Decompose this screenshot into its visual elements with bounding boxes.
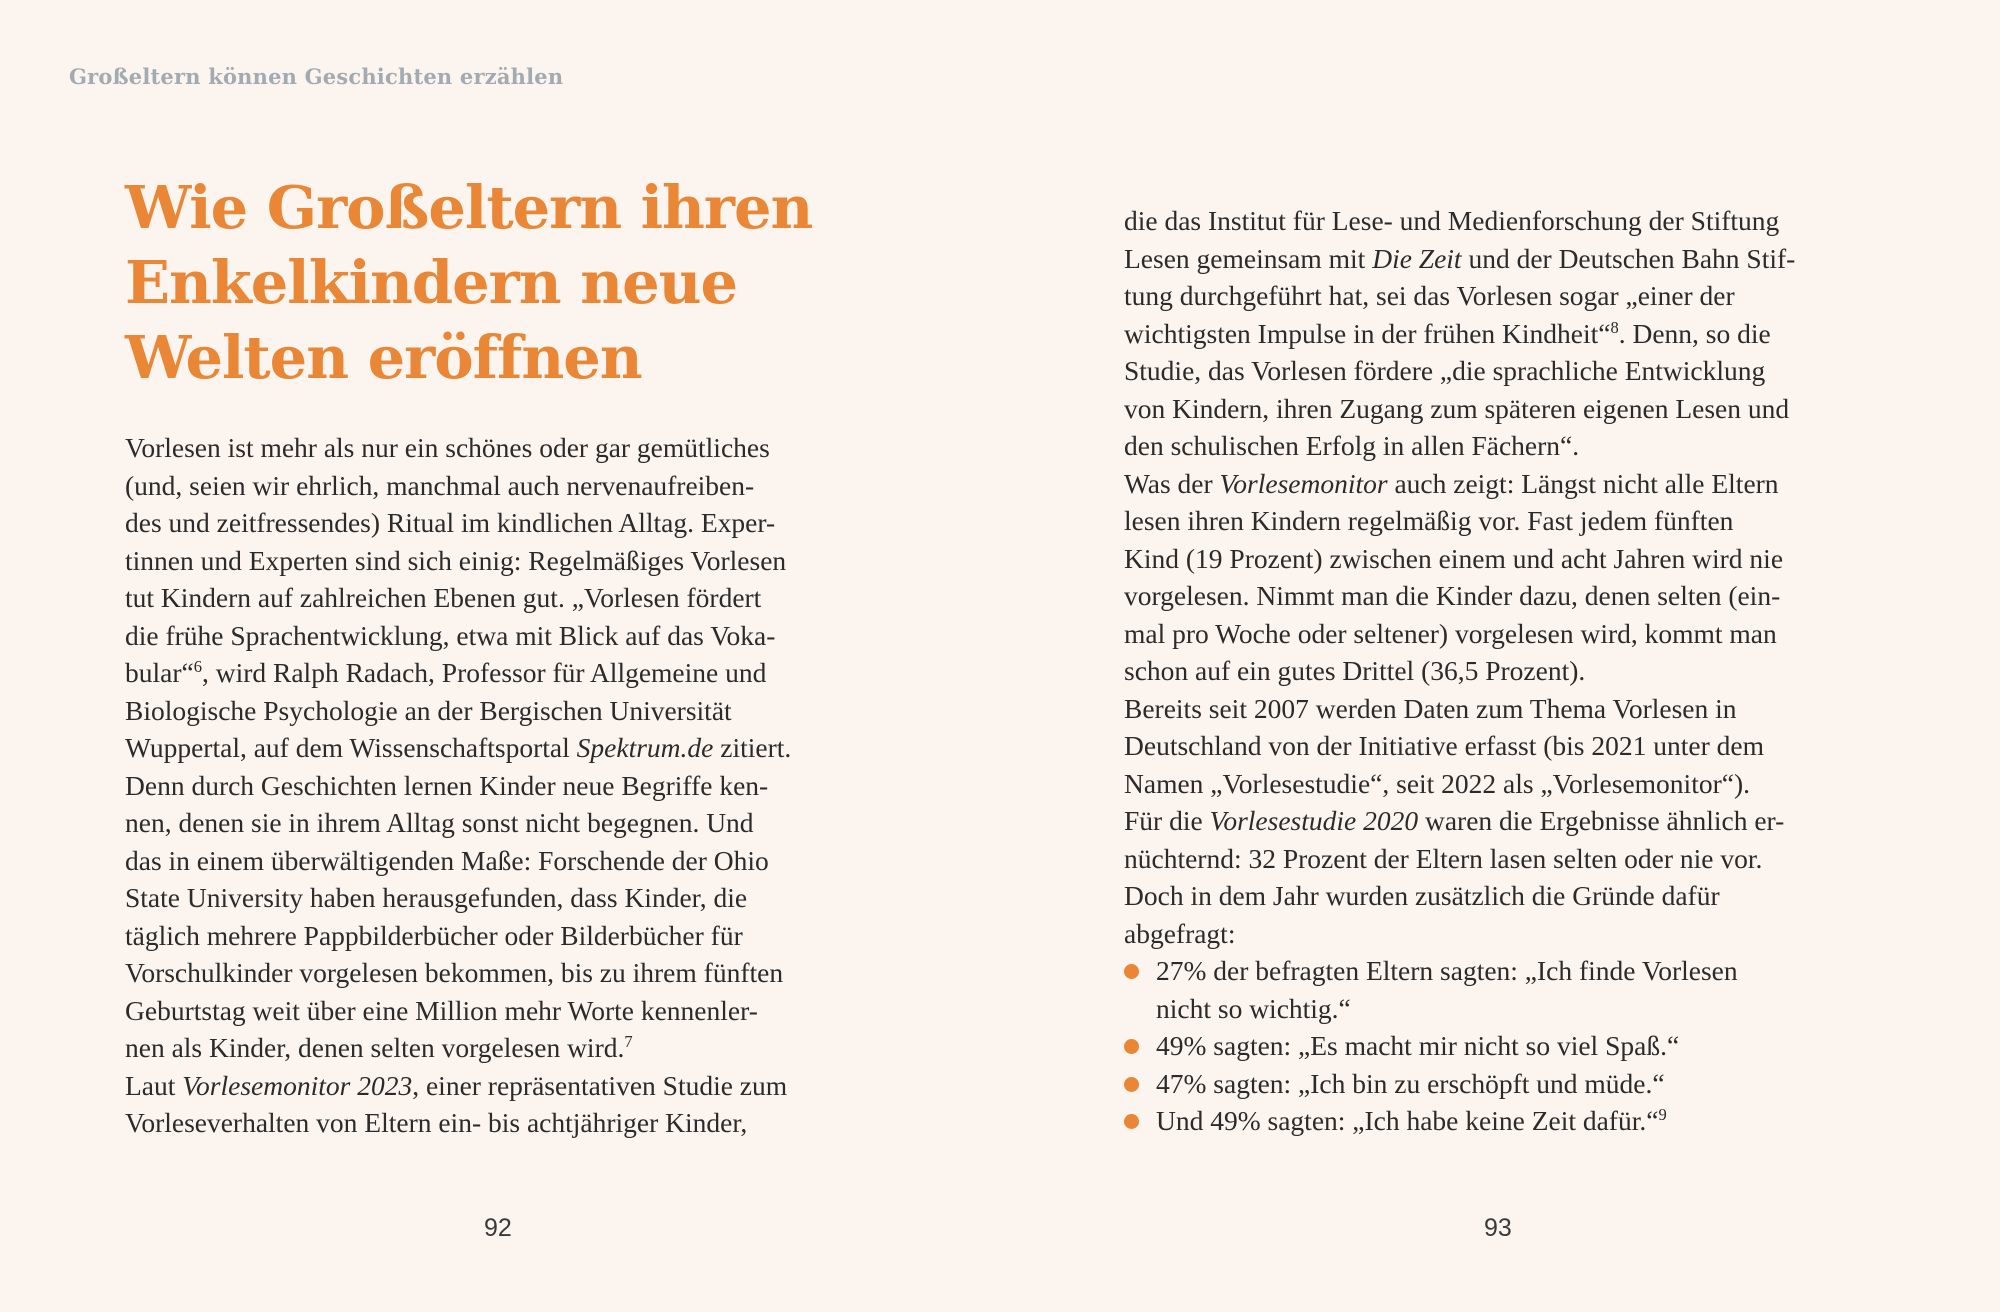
running-head: Großeltern können Geschichten erzählen	[69, 64, 564, 89]
text-line: Bereits seit 2007 werden Daten zum Thema Vorlesen in	[1124, 692, 1737, 724]
text-line: Kind (19 Prozent) zwischen einem und acht Jahren wird nie	[1124, 542, 1784, 574]
footnote-ref: 8	[1610, 317, 1619, 337]
text-line: Studie, das Vorlesen fördere „die sprachliche Entwicklung	[1124, 355, 1766, 386]
body-text	[125, 429, 885, 1142]
text-line: lesen ihren Kindern regelmäßig vor. Fast jedem fünften	[1124, 505, 1734, 536]
page-number-left: 92	[484, 1214, 512, 1242]
text-line: State University haben herausgefunden, dass Kinder, die	[125, 882, 748, 913]
reasons-list	[1124, 952, 1914, 1140]
text-line: tut Kindern auf zahlreichen Ebenen gut. „Vorlesen fördert	[125, 582, 762, 613]
text-line: Namen „Vorlesestudie“, seit 2022 als „Vorlesemonitor“).	[1124, 767, 1750, 799]
footnote-ref: 7	[624, 1031, 633, 1051]
text-line: die frühe Sprachentwicklung, etwa mit Blick auf das Voka-	[125, 619, 776, 651]
text-line: das in einem überwältigenden Maße: Forschende der Ohio	[125, 844, 769, 876]
bullet-dot-icon	[1124, 1077, 1139, 1092]
text-line: Für die Vorlesestudie 2020 waren die Ergebnisse ähnlich er-	[1124, 805, 1785, 836]
left-page	[125, 170, 885, 1142]
text-line: Lesen gemeinsam mit Die Zeit und der Deutschen Bahn Stif-	[1124, 242, 1796, 274]
text-line: mal pro Woche oder seltener) vorgelesen wird, kommt man	[1124, 617, 1777, 649]
text-line: Vorschulkinder vorgelesen bekommen, bis zu ihrem fünften	[125, 957, 784, 988]
footnote-ref: 9	[1658, 1104, 1667, 1124]
text-line: Geburtstag weit über eine Million mehr Worte kennenler-	[125, 994, 758, 1026]
text-line: Deutschland von der Initiative erfasst (bis 2021 unter dem	[1124, 730, 1764, 761]
chapter-title	[125, 170, 885, 395]
text-line: Doch in dem Jahr wurden zusätzlich die Gründe dafür	[1124, 880, 1720, 911]
title-line: Welten eröffnen	[125, 323, 642, 392]
list-item: Und 49% sagten: „Ich habe keine Zeit dafür.“$^9$	[1124, 1102, 1914, 1140]
text-line: abgefragt:	[1124, 917, 1236, 949]
page-number-right: 93	[1484, 1214, 1512, 1242]
text-line: tung durchgeführt hat, sei das Vorlesen sogar „einer der	[1124, 280, 1735, 311]
footnote-ref: 6	[193, 656, 202, 676]
text-line: Was der Vorlesemonitor auch zeigt: Längst nicht alle Eltern	[1124, 467, 1779, 499]
text-line: täglich mehrere Pappbilderbücher oder Bilderbücher für	[125, 919, 743, 951]
bullet-dot-icon	[1124, 964, 1139, 979]
text-line: den schulischen Erfolg in allen Fächern“.	[1124, 430, 1580, 461]
text-line: Vorlesen ist mehr als nur ein schönes oder gar gemütliches	[125, 432, 770, 463]
list-item: 47% sagten: „Ich bin zu erschöpft und müde.“	[1124, 1065, 1914, 1103]
body-text	[1124, 202, 1914, 952]
text-line: die das Institut für Lese- und Medienforschung der Stiftung	[1124, 205, 1780, 236]
title-line: Wie Großeltern ihren	[125, 173, 813, 242]
text-line: vorgelesen. Nimmt man die Kinder dazu, denen selten (ein-	[1124, 580, 1781, 611]
text-line: des und zeitfressendes) Ritual im kindlichen Alltag. Exper-	[125, 507, 776, 538]
right-page	[1124, 202, 1914, 1140]
text-line: schon auf ein gutes Drittel (36,5 Prozent).	[1124, 655, 1586, 686]
text-line: bular“$^6$, wird Ralph Radach, Professor für Allgemeine und	[125, 656, 767, 688]
text-line: tinnen und Experten sind sich einig: Regelmäßiges Vorlesen	[125, 544, 787, 576]
text-line: nen, denen sie in ihrem Alltag sonst nicht begegnen. Und	[125, 807, 754, 838]
text-line: Wuppertal, auf dem Wissenschaftsportal Spektrum.de zitiert.	[125, 732, 792, 763]
text-line: Denn durch Geschichten lernen Kinder neue Begriffe ken-	[125, 769, 769, 801]
text-line: wichtigsten Impulse in der frühen Kindheit“$^8$. Denn, so die	[1124, 317, 1771, 349]
text-line: Biologische Psychologie an der Bergischen Universität	[125, 694, 732, 726]
title-line: Enkelkindern neue	[125, 248, 738, 317]
text-line: nen als Kinder, denen selten vorgelesen wird.$^7$	[125, 1031, 633, 1063]
text-line: Laut Vorlesemonitor 2023, einer repräsentativen Studie zum	[125, 1069, 788, 1101]
bullet-dot-icon	[1124, 1114, 1139, 1129]
list-item: 49% sagten: „Es macht mir nicht so viel Spaß.“	[1124, 1027, 1914, 1065]
text-line: nüchternd: 32 Prozent der Eltern lasen selten oder nie vor.	[1124, 842, 1763, 874]
text-line: Vorleseverhalten von Eltern ein- bis achtjähriger Kinder,	[125, 1107, 748, 1138]
list-item: 27% der befragten Eltern sagten: „Ich finde Vorlesen nicht so wichtig.“	[1124, 952, 1914, 1027]
text-line: von Kindern, ihren Zugang zum späteren eigenen Lesen und	[1124, 392, 1790, 424]
text-line: (und, seien wir ehrlich, manchmal auch nervenaufreiben-	[125, 469, 755, 501]
bullet-dot-icon	[1124, 1039, 1139, 1054]
